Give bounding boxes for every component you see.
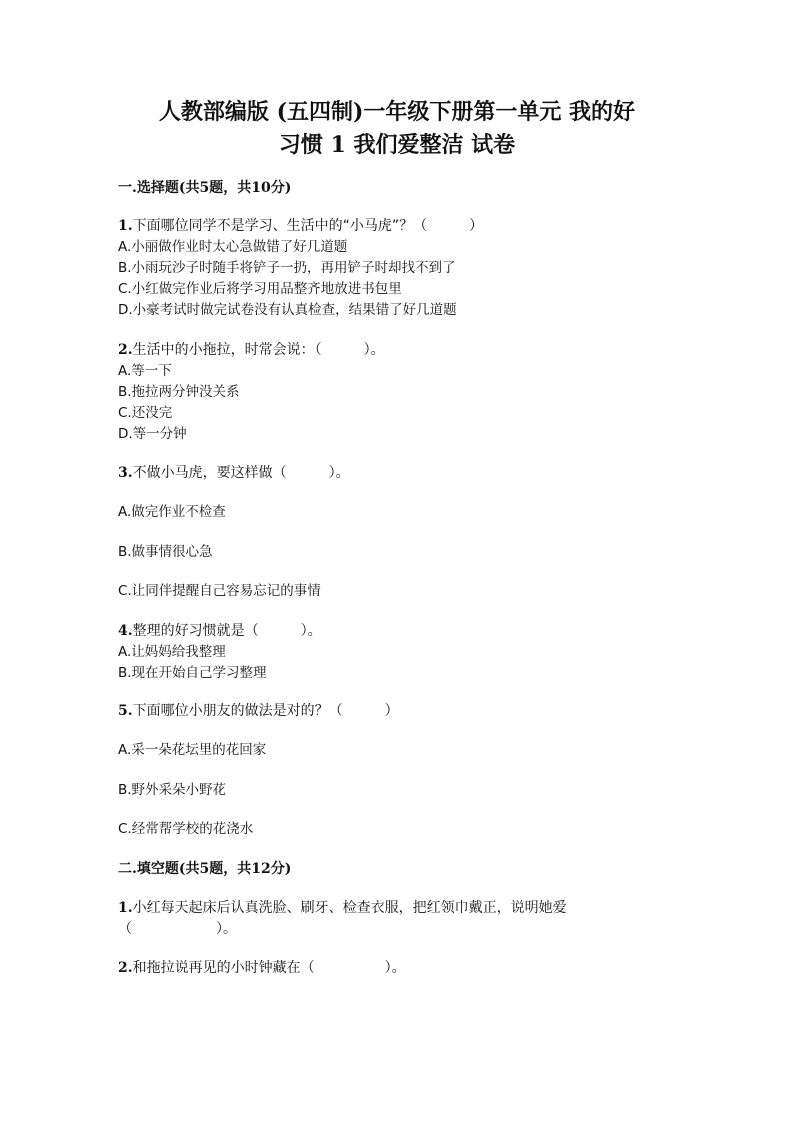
section-heading-fill: 二.填空题(共5题，共12分) [118,861,292,877]
question-number: 2. [118,342,133,358]
option-5c: C.经常帮学校的花浇水 [118,821,254,837]
option-5a: A.采一朵花坛里的花回家 [118,742,267,758]
option-2c: C.还没完 [118,405,173,421]
question-number: 1. [118,900,133,916]
question-text: 下面哪位同学不是学习、生活中的“小马虎”？（ ） [132,218,484,234]
question-4 [118,621,322,641]
option-2d: D.等一分钟 [118,426,187,442]
page-title-line-2: 习惯 1 我们爱整洁 试卷 [278,132,516,158]
option-2b: B.拖拉两分钟没关系 [118,384,240,400]
question-number: 4. [118,623,133,639]
question-number: 1. [118,218,133,234]
question-text: 生活中的小拖拉，时常会说：（ ）。 [132,342,385,358]
fill-question-1-blank: （ ）。 [118,921,237,937]
question-2 [118,340,385,360]
option-1a: A.小丽做作业时太心急做错了好几道题 [118,239,348,255]
fill-question-1 [118,898,567,918]
fill-question-2 [118,958,406,978]
question-text: 整理的好习惯就是（ ）。 [132,623,322,639]
option-1c: C.小红做完作业后将学习用品整齐地放进书包里 [118,281,402,297]
option-3a: A.做完作业不检查 [118,504,226,520]
question-text: 下面哪位小朋友的做法是对的？（ ） [132,703,399,719]
option-1b: B.小雨玩沙子时随手将铲子一扔，再用铲子时却找不到了 [118,260,456,276]
option-5b: B.野外采朵小野花 [118,782,227,798]
question-number: 5. [118,703,133,719]
question-number: 3. [118,465,133,481]
question-text: 不做小马虎，要这样做（ ）。 [132,465,350,481]
option-4a: A.让妈妈给我整理 [118,644,226,660]
question-3 [118,463,350,483]
question-text: 小红每天起床后认真洗脸、刷牙、检查衣服，把红领巾戴正，说明她爱 [132,900,567,916]
option-2a: A.等一下 [118,363,172,379]
option-4b: B.现在开始自己学习整理 [118,665,267,681]
option-1d: D.小豪考试时做完试卷没有认真检查，结果错了好几道题 [118,302,457,318]
question-1 [118,216,483,236]
section-heading-choice: 一.选择题(共5题，共10分) [118,180,292,196]
question-5 [118,701,399,721]
question-text: 和拖拉说再见的小时钟藏在（ ）。 [132,960,406,976]
question-number: 2. [118,960,133,976]
page-title-line-1: 人教部编版 (五四制)一年级下册第一单元 我的好 [158,99,636,125]
option-3b: B.做事情很心急 [118,544,213,560]
option-3c: C.让同伴提醒自己容易忘记的事情 [118,583,321,599]
